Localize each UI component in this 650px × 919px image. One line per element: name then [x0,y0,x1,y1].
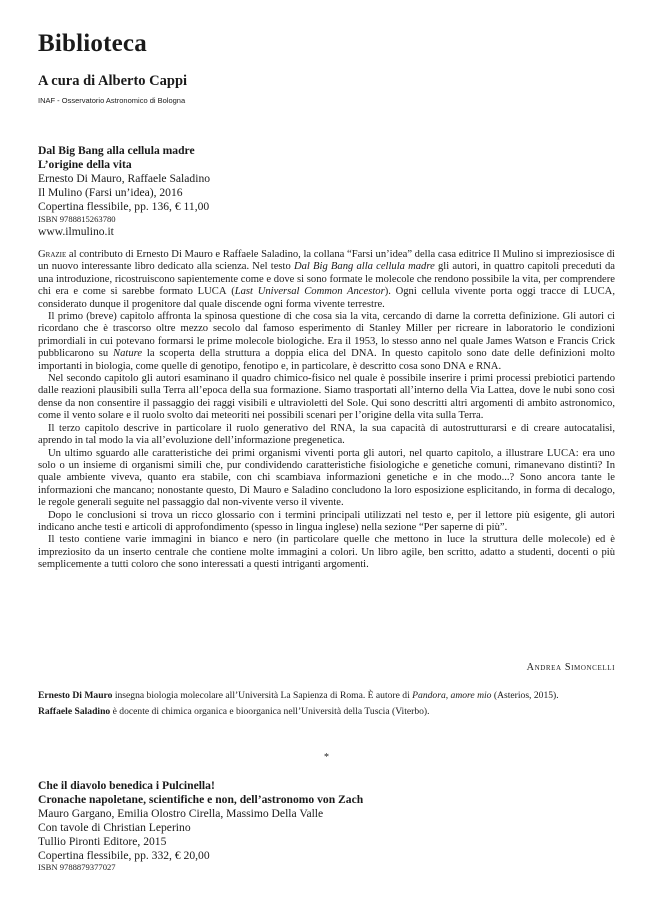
review-text: Il primo (breve) capitolo affronta la spinosa questione di che cosa sia la vita, cercando di darne la corretta definizione. Gli autori ci ricordano che è trascorso oltre mezzo secolo dal famoso esperimento di Stanley Miller per ricreare in laboratorio le condizioni primordiali in cui potevano formarsi le prime molecole biologiche. Era il 1953, lo stesso anno nel quale James Watson e Francis Crick pubblicarono su [38,311,615,360]
review-text: . [498,360,502,372]
section-title: Biblioteca [38,30,147,57]
book-2-isbn: ISBN 9788879377027 [38,862,116,873]
review-text: gli autori, in quattro capitoli preceduti da una introduzione, ricostruiscono sapientemente come e dove si sono formate le molecole che rendono possibile la vita, per comprendere chi era e come si sarebbe formato [38,261,615,298]
book-2-title: Che il diavolo benedica i Pulcinella! [38,779,215,792]
book-2-illustrations: Con tavole di Christian Leperino [38,820,191,834]
review-book-title: Dal Big Bang alla cellula madre [293,261,435,273]
author-bios [38,690,615,722]
author-name: Raffaele Saladino [38,706,111,717]
review-signature: Andrea Simoncelli [526,662,615,673]
book-1-info [38,144,615,238]
review-acronym: DNA [443,360,467,372]
book-1-subtitle: L’origine della vita [38,157,132,171]
book-2-format: Copertina flessibile, pp. 332, € 20,00 [38,848,210,862]
review-acronym: RNA [476,360,499,372]
book-2-authors: Mauro Gargano, Emilia Olostro Cirella, Massimo Della Valle [38,806,324,820]
bio-text: insegna biologia molecolare all’Università La Sapienza di Roma. È autore di [112,690,413,701]
review-paragraph: Dopo le conclusioni si trova un ricco glossario con i termini principali utilizzati nel testo e, per il lettore più esigente, gli autori indicano anche testi e articoli di approfondimento (spesso in lingua inglese) nella sezione “Per saperne di più”. [38,509,615,533]
curator-line: A cura di Alberto Cappi [38,73,188,89]
review-acronym: LUCA [197,286,227,298]
review-journal-name: Nature [113,348,143,360]
author-bio [38,706,615,718]
review-text: ). Ogni cellula vivente porta oggi tracce di [384,286,584,298]
review-lead-word: Grazie [38,249,67,260]
book-2-info [38,779,615,873]
book-2-publisher: Tullio Pironti Editore, 2015 [38,834,167,848]
book-1-publisher: Il Mulino (Farsi un’idea), 2016 [38,185,183,199]
review-text: , considerato dunque il progenitore dal quale discende ogni forma vivente terrestre. [38,286,615,310]
review-paragraph [38,311,615,373]
review-text: Il terzo capitolo descrive in particolare il ruolo generativo del [48,422,331,434]
review-text: . In questo capitolo sono date delle definizioni molto importanti in biologia, come quelle di genotipo, fenotipo e, in particolare, è descritto cosa sono [38,348,615,372]
review-acronym: LUCA [583,286,613,298]
review-acronym: DNA [351,348,375,360]
review-text: la scoperta della struttura a doppia elica del [142,348,352,360]
review-paragraph [38,249,615,311]
book-1-isbn: ISBN 9788815263780 [38,213,116,224]
review-acronym-expansion: Last Universal Common Ancestor [234,286,385,298]
book-2-subtitle: Cronache napoletane, scientifiche e non, dell’astronomo von Zach [38,792,364,806]
review-text: al contributo di Ernesto Di Mauro e Raffaele Saladino, la collana “Farsi un’idea” della casa editrice Il Mulino si impreziosisce di un nuovo interessante libro dedicato alla scienza. Nel testo [38,249,615,273]
review-paragraph [38,448,615,510]
review-acronym: RNA [330,422,353,434]
review-text: ( [226,286,235,298]
review-paragraph: Nel secondo capitolo gli autori esaminano il quadro chimico-fisico nel quale è possibile inserire i primi processi prebiotici partendo dalle reazioni plausibili sulla Terra all’epoca della sua formazione. Siamo trasportati all’interno della Via Lattea, dove le nubi sono così dense da non consentire il passaggio dei raggi visibili e ultravioletti del Sole. Qui sono descritti altri argomenti di ambito astronomico, come il vento solare e il ruolo svolto dai meteoriti nei possibili scenari per l’origine della vita sulla Terra. [38,373,615,422]
curator-affiliation: INAF - Osservatorio Astronomico di Bologna [38,96,186,105]
review-text: Un ultimo sguardo alle caratteristiche dei primi organismi viventi porta gli autori, nel quarto capitolo, a illustrare [48,447,547,459]
review-paragraph [38,423,615,448]
section-separator: * [324,752,329,763]
book-1-format: Copertina flessibile, pp. 136, € 11,00 [38,199,210,213]
review-acronym: LUCA [546,447,576,459]
bio-book-title: Pandora, amore mio [412,690,492,701]
book-1-website[interactable]: www.ilmulino.it [38,224,114,238]
book-1-title: Dal Big Bang alla cellula madre [38,144,195,157]
bio-text: (Asterios, 2015). [491,690,559,701]
author-name: Ernesto Di Mauro [38,690,113,701]
review-text: , la sua capacità di autostrutturarsi e di creare autocatalisi, aprendo in tal modo la via all’evoluzione dell’informazione pregenetica. [38,422,615,447]
review-paragraph: Il testo contiene varie immagini in bianco e nero (in particolare quelle che mettono in luce la struttura delle molecole) ed è impreziosito da un inserto centrale che contiene molte immagini a colori. Un libro agile, ben scritto, adatto a studenti, docenti o più semplicemente a tutti coloro che sono interessati a questi intriganti argomenti. [38,534,615,571]
review-text: e [466,360,477,372]
book-1-authors: Ernesto Di Mauro, Raffaele Saladino [38,171,211,185]
book-1-review [38,249,615,572]
author-bio [38,690,615,702]
bio-text: è docente di chimica organica e bioorganica nell’Università della Tuscia (Viterbo). [110,706,430,717]
review-text: : era uno solo o un insieme di organismi simili che, pur condividendo caratteristiche fisiologiche e genetiche comuni, rimanevano distinti? In quale ambiente viveva, quanto era stabile, con chi scambiava informazioni genetiche e in che modo...? Sono ancora tante le informazioni che mancano; nonostante questo, Di Mauro e Saladino concludono la loro esposizione esplicitando, in forma di decalogo, le regole generali seguite nel passaggio dal non-vivente verso il vivente. [38,447,615,509]
